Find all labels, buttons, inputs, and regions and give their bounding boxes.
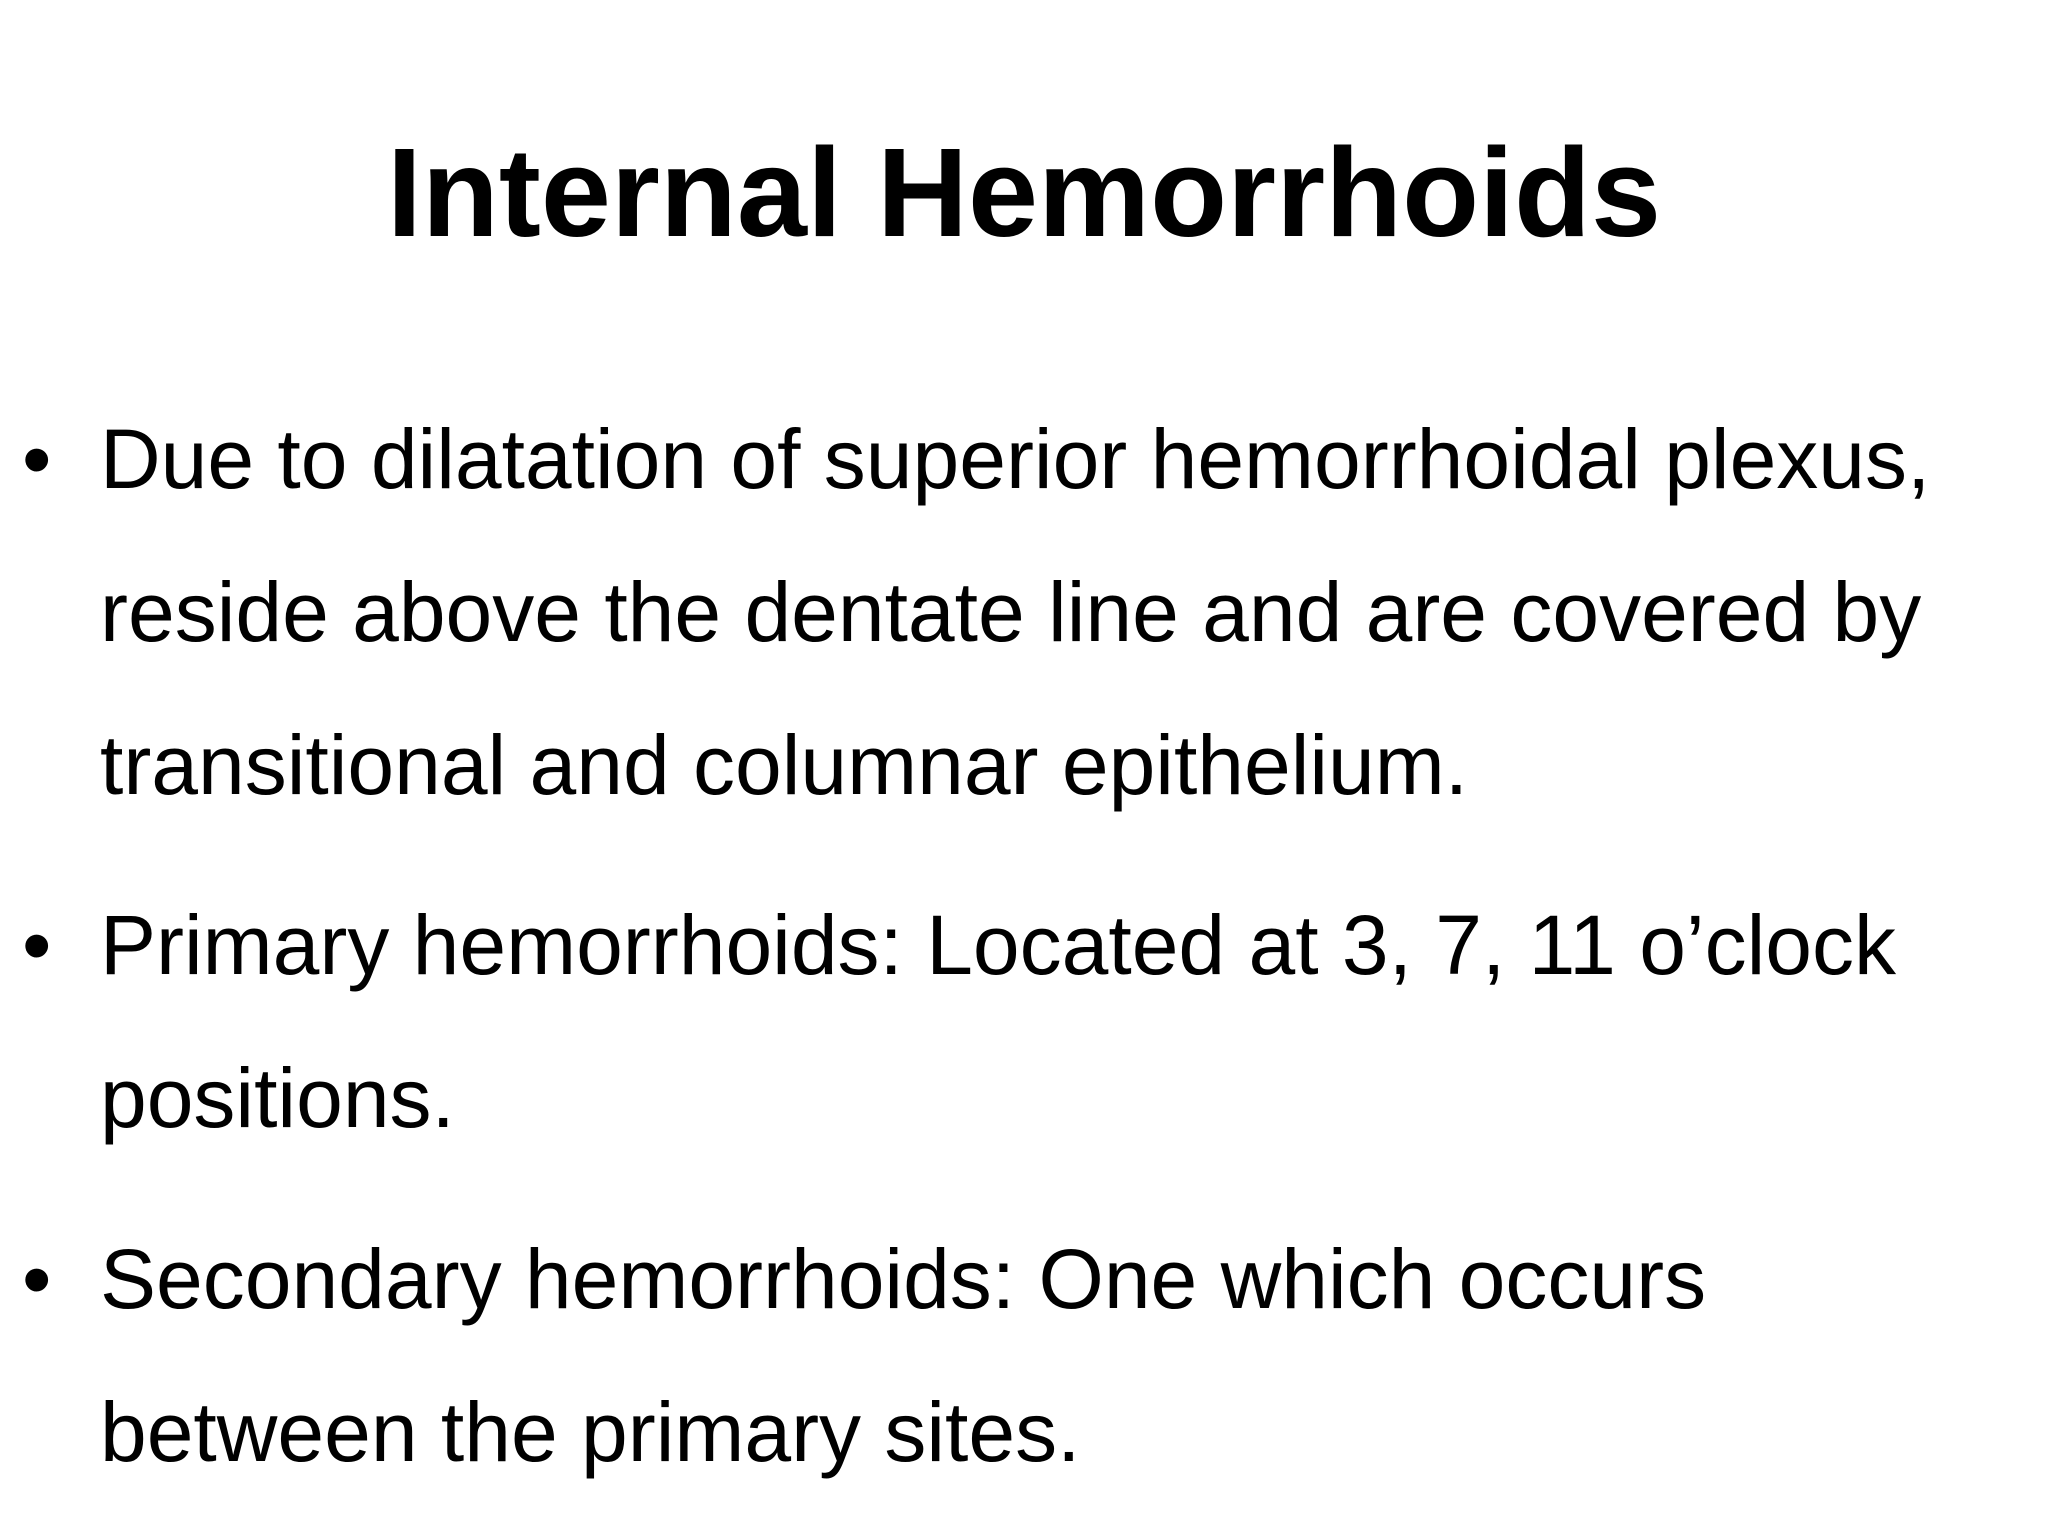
bullet-text [100,869,2030,1175]
bullet-line: positions. [100,1051,455,1145]
bullet-text [100,383,2030,842]
bullet-line: Primary hemorrhoids: Located at 3, 7, 11 o’clock [100,898,1896,992]
slide-title: Internal Hemorrhoids [386,122,1662,263]
bullet-line: reside above the dentate line and are covered by [100,565,1922,659]
bullet-icon: • [22,412,52,506]
bullet-icon: • [22,898,52,992]
bullet-line: Secondary hemorrhoids: One which occurs [100,1232,1707,1326]
bullet-line: transitional and columnar epithelium. [100,718,1469,812]
bullet-icon: • [22,1232,52,1326]
bullet-text [100,1203,2030,1509]
bullet-line: Due to dilatation of superior hemorrhoidal plexus, [100,412,1931,506]
bullet-line: between the primary sites. [100,1385,1081,1479]
